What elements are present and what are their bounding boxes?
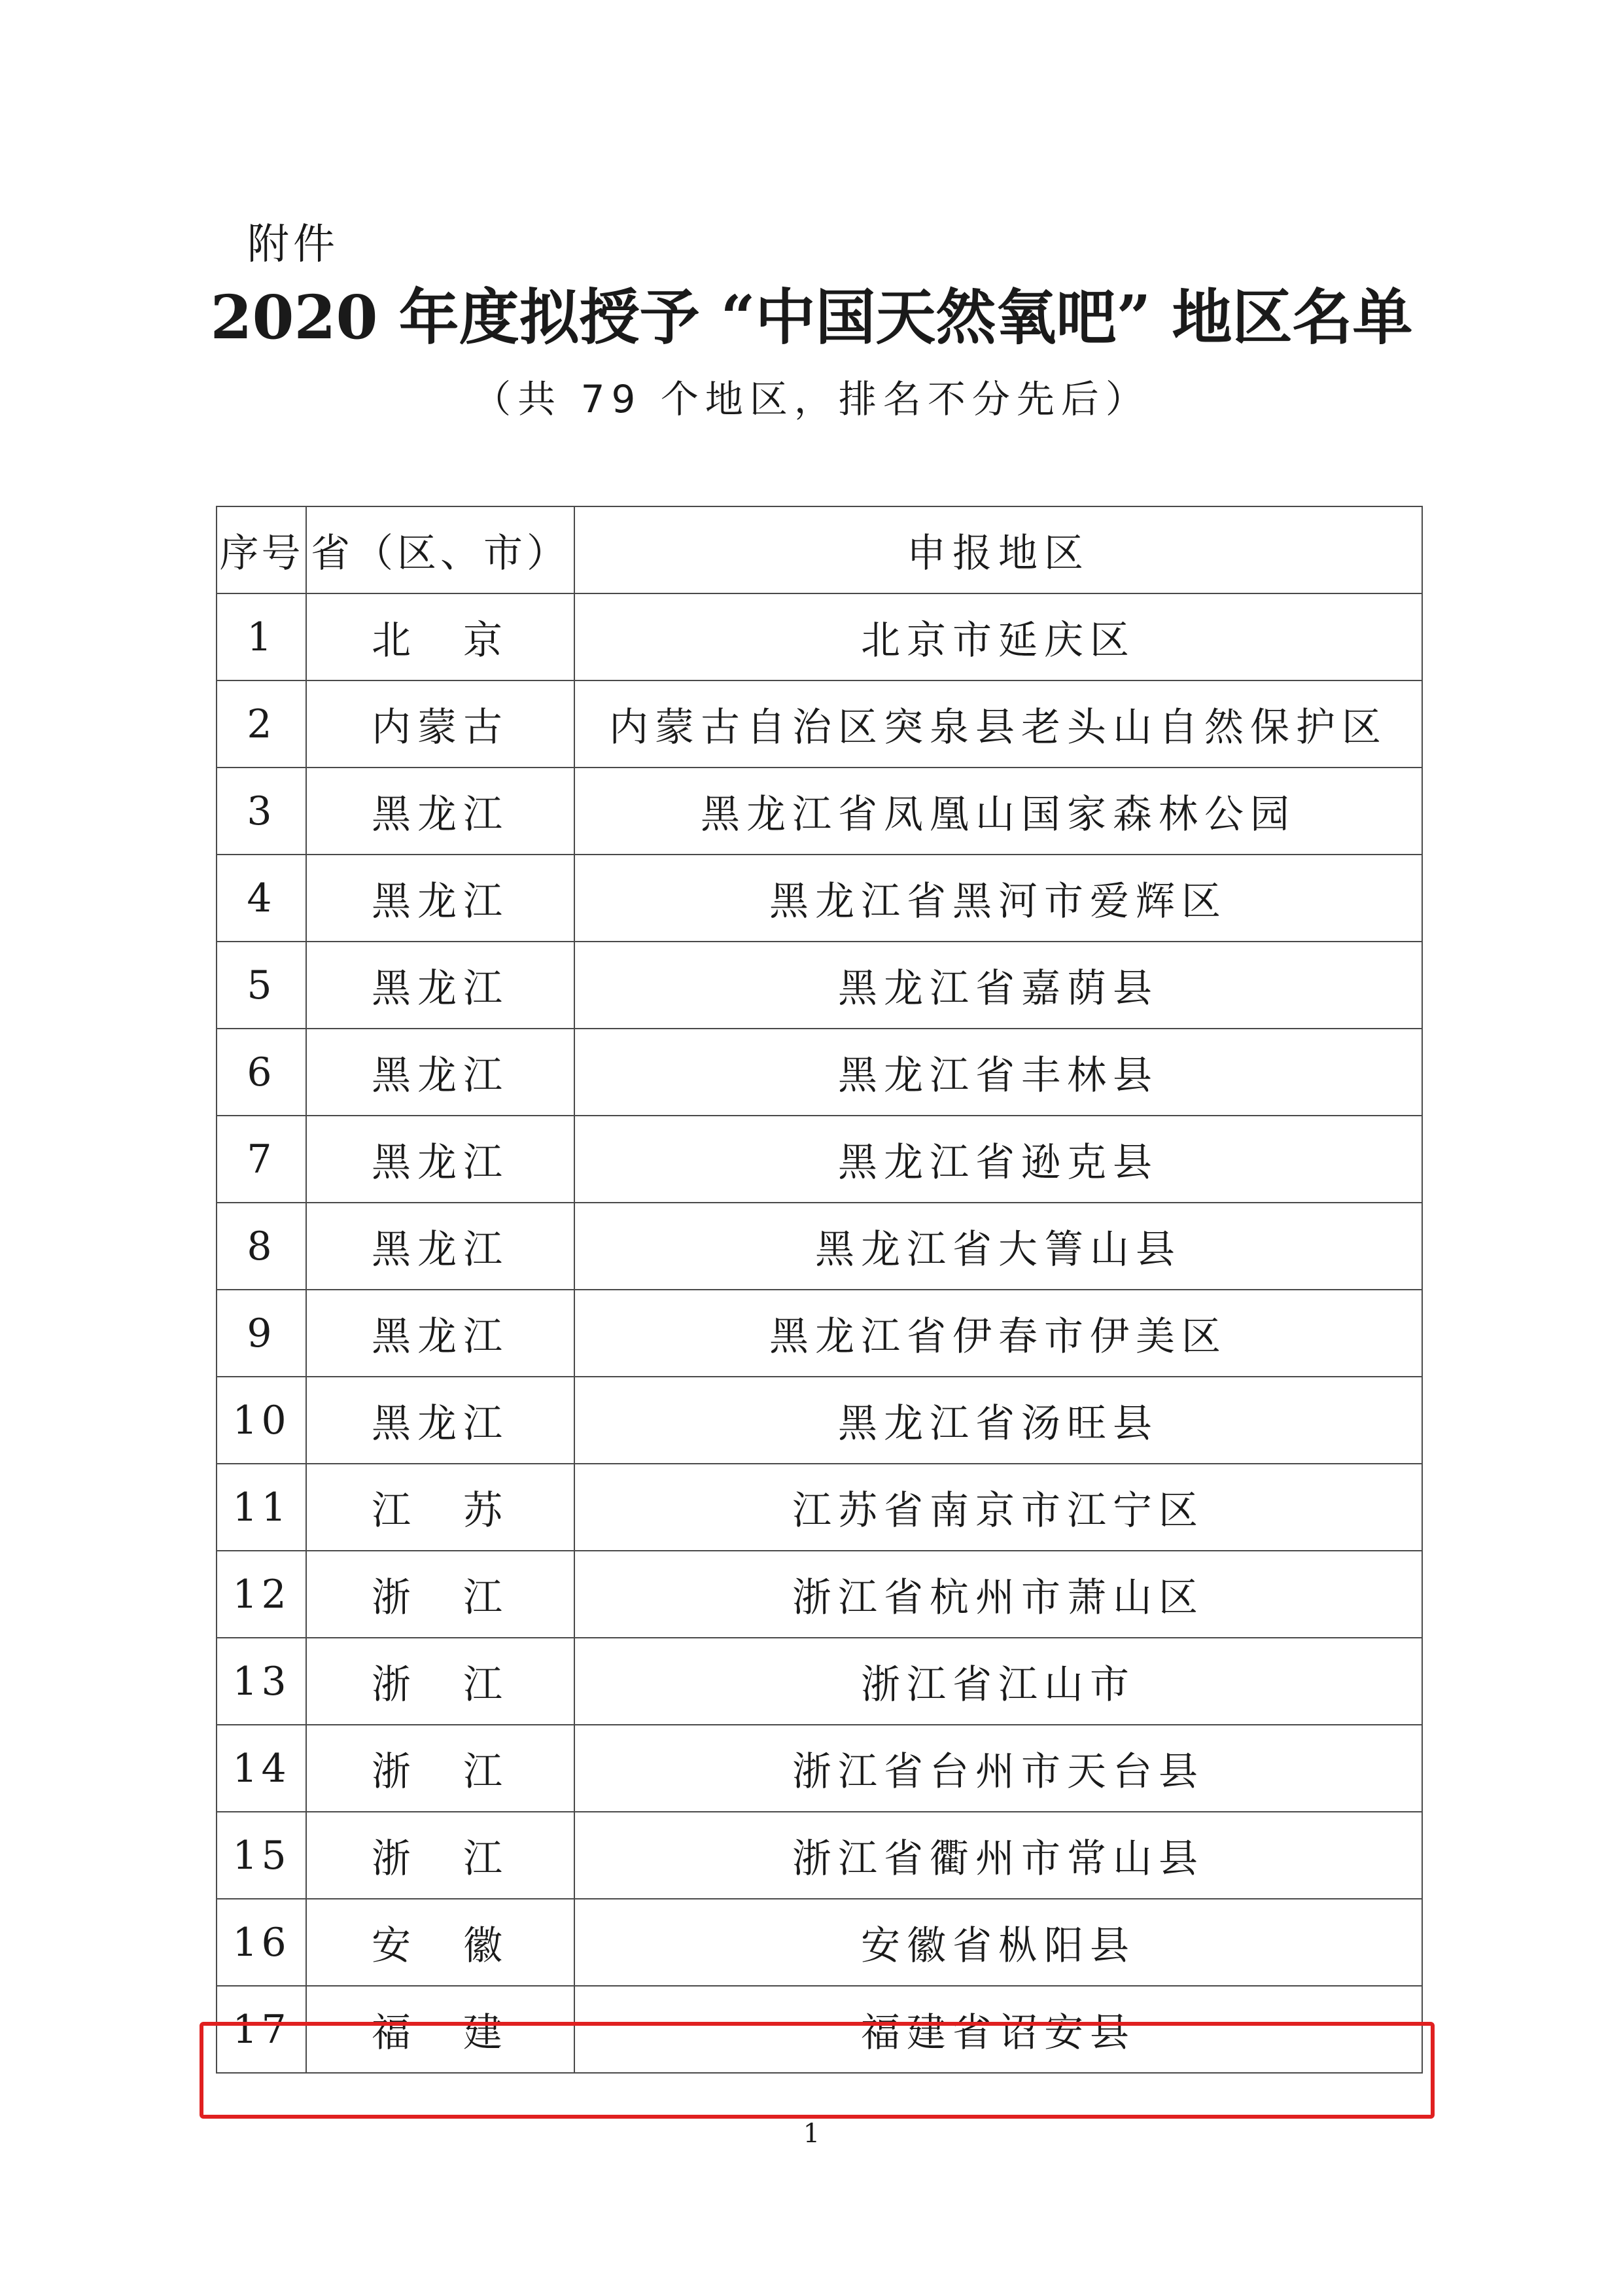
table-row <box>217 1638 1422 1725</box>
table-row <box>217 942 1422 1029</box>
table-row <box>217 1464 1422 1551</box>
row-region: 内蒙古自治区突泉县老头山自然保护区 <box>574 680 1422 768</box>
row-province: 北 京 <box>306 593 574 680</box>
row-number: 11 <box>217 1464 306 1551</box>
row-number: 2 <box>217 680 306 768</box>
header-province: 省（区、市） <box>306 506 574 593</box>
row-province: 黑龙江 <box>306 942 574 1029</box>
table-row <box>217 1551 1422 1638</box>
row-region: 北京市延庆区 <box>574 593 1422 680</box>
row-region: 黑龙江省汤旺县 <box>574 1377 1422 1464</box>
table-row <box>217 1812 1422 1899</box>
row-region: 浙江省江山市 <box>574 1638 1422 1725</box>
row-province: 黑龙江 <box>306 1377 574 1464</box>
row-number: 1 <box>217 593 306 680</box>
row-region: 黑龙江省伊春市伊美区 <box>574 1290 1422 1377</box>
row-region: 安徽省枞阳县 <box>574 1899 1422 1986</box>
row-region: 黑龙江省凤凰山国家森林公园 <box>574 768 1422 855</box>
row-region: 黑龙江省大箐山县 <box>574 1203 1422 1290</box>
row-province: 内蒙古 <box>306 680 574 768</box>
header-serial-number: 序号 <box>217 506 306 593</box>
row-number: 7 <box>217 1116 306 1203</box>
row-region: 黑龙江省黑河市爱辉区 <box>574 855 1422 942</box>
page-title: 2020 年度拟授予 “中国天然氧吧” 地区名单 <box>210 282 1413 353</box>
row-region: 福建省诏安县 <box>574 1986 1422 2073</box>
header-region: 申报地区 <box>574 506 1422 593</box>
row-region: 江苏省南京市江宁区 <box>574 1464 1422 1551</box>
row-province: 浙 江 <box>306 1812 574 1899</box>
table-row <box>217 1899 1422 1986</box>
table-row <box>217 855 1422 942</box>
row-region: 浙江省杭州市萧山区 <box>574 1551 1422 1638</box>
row-region: 浙江省台州市天台县 <box>574 1725 1422 1812</box>
row-province: 黑龙江 <box>306 1116 574 1203</box>
row-province: 江 苏 <box>306 1464 574 1551</box>
highlight-box-row-17 <box>200 2022 1435 2119</box>
row-province: 福 建 <box>306 1986 574 2073</box>
page-number: 1 <box>803 2119 820 2149</box>
region-table <box>216 506 1423 2074</box>
row-number: 10 <box>217 1377 306 1464</box>
row-province: 浙 江 <box>306 1638 574 1725</box>
row-province: 浙 江 <box>306 1551 574 1638</box>
table-row <box>217 1377 1422 1464</box>
row-region: 浙江省衢州市常山县 <box>574 1812 1422 1899</box>
row-region: 黑龙江省逊克县 <box>574 1116 1422 1203</box>
row-province: 安 徽 <box>306 1899 574 1986</box>
table-row <box>217 680 1422 768</box>
row-number: 14 <box>217 1725 306 1812</box>
row-number: 8 <box>217 1203 306 1290</box>
row-number: 5 <box>217 942 306 1029</box>
row-province: 黑龙江 <box>306 855 574 942</box>
table-row <box>217 1203 1422 1290</box>
row-number: 12 <box>217 1551 306 1638</box>
table-row <box>217 1725 1422 1812</box>
row-number: 16 <box>217 1899 306 1986</box>
row-number: 13 <box>217 1638 306 1725</box>
table-row <box>217 593 1422 680</box>
row-province: 黑龙江 <box>306 768 574 855</box>
page-subtitle: （共 79 个地区，排名不分先后） <box>473 377 1150 421</box>
row-number: 3 <box>217 768 306 855</box>
table-row <box>217 1029 1422 1116</box>
row-number: 17 <box>217 1986 306 2073</box>
table-row <box>217 1116 1422 1203</box>
table-row <box>217 1290 1422 1377</box>
row-region: 黑龙江省丰林县 <box>574 1029 1422 1116</box>
row-number: 6 <box>217 1029 306 1116</box>
table-row <box>217 768 1422 855</box>
row-province: 黑龙江 <box>306 1203 574 1290</box>
attachment-label: 附件 <box>247 221 339 269</box>
row-region: 黑龙江省嘉荫县 <box>574 942 1422 1029</box>
table-header-row <box>217 506 1422 593</box>
row-number: 4 <box>217 855 306 942</box>
row-province: 黑龙江 <box>306 1290 574 1377</box>
row-number: 9 <box>217 1290 306 1377</box>
row-province: 浙 江 <box>306 1725 574 1812</box>
row-province: 黑龙江 <box>306 1029 574 1116</box>
row-number: 15 <box>217 1812 306 1899</box>
